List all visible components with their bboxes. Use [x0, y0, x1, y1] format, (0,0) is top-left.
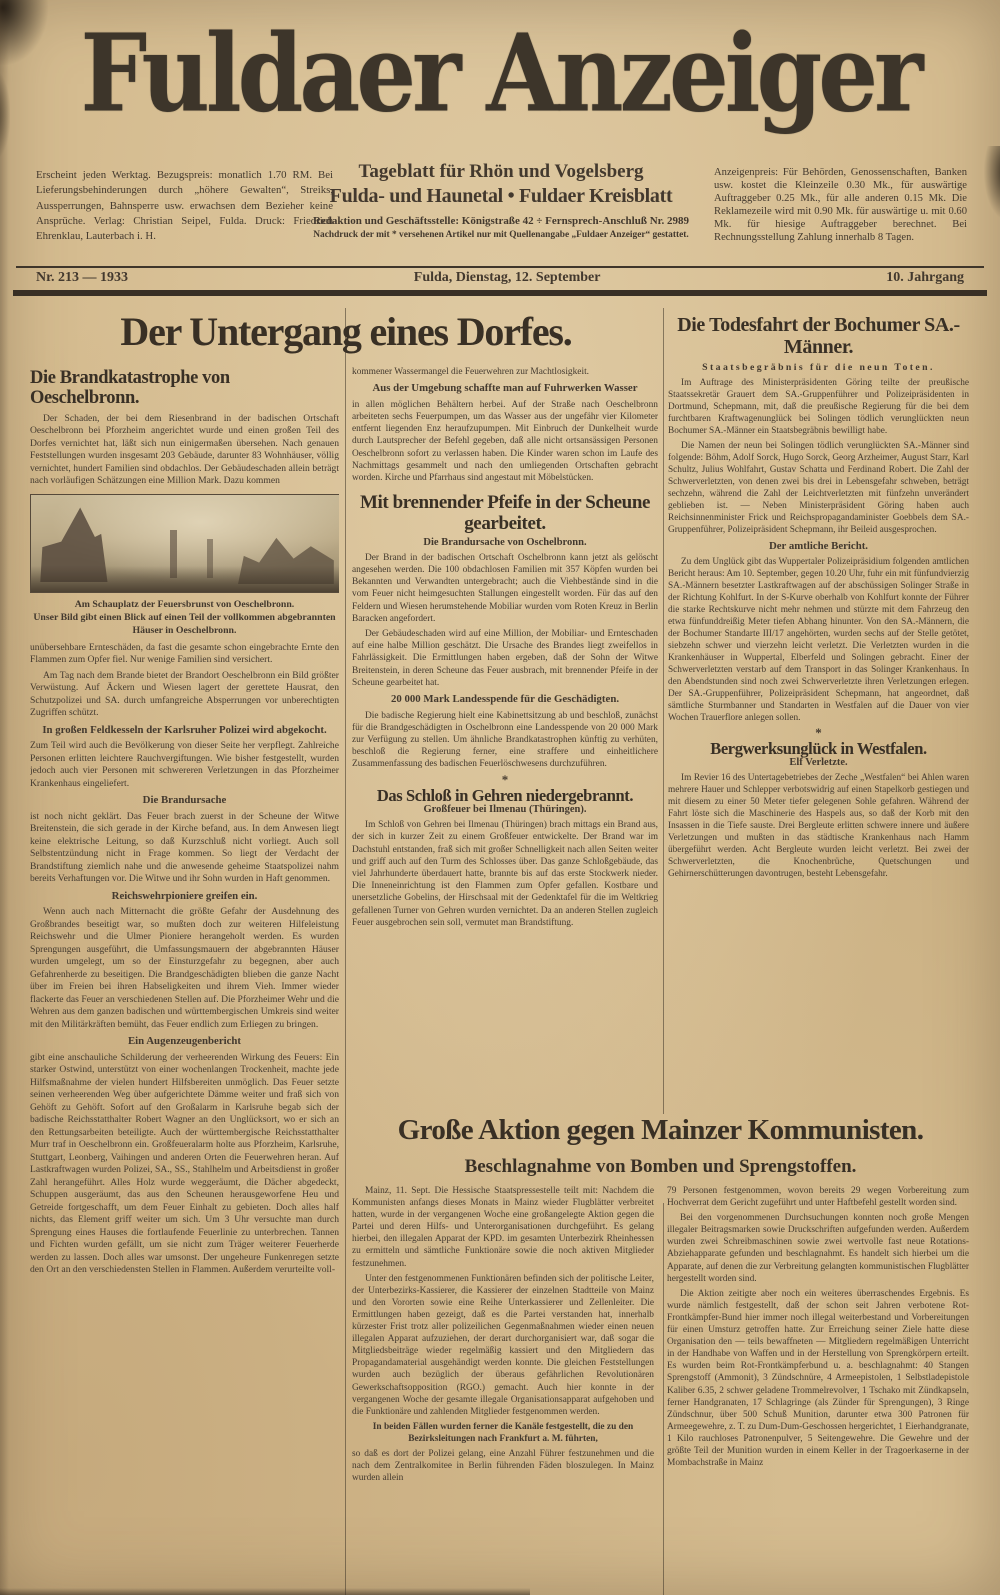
photo-rubble-ground [31, 566, 339, 591]
paragraph: so daß es dort der Polizei gelang, eine Anzahl Führer festzunehmen und die nach dem Zentralkomitee in Berlin führenden Fäden bloszulegen. In Mainz wurden allein [352, 1448, 654, 1484]
photo-caption [30, 598, 339, 637]
paragraph: Der Gebäudeschaden wird auf eine Million, der Mobiliar- und Ernteschaden auf eine halbe Million geschätzt. Die Ursache des Brandes liegt zweifellos in Fahrlässigkeit. Die Ermittlungen haben ergeben, daß der Sohn der Witwe Breitenstein, in deren Scheune das Feuer ausbrach, mit brennender Pfeife in der Scheune gearbeitet hat. [352, 629, 658, 688]
mainzer-column-left [352, 1185, 654, 1487]
paragraph: Am Tag nach dem Brande bietet der Brandort Oeschelbronn ein Bild größter Verwüstung. Auf Äckern und Wiesen lagert der gerettete Hausrat, den Schutzpolizei und SA. durch umfangreiche Absperrungen vor unberechtigten Zugriffen schützt. [30, 669, 339, 719]
article-kicker-bergwerk: Elf Verletzte. [789, 757, 848, 769]
paragraph: Im Schloß von Gehren bei Ilmenau (Thüringen) brach mittags ein Brand aus, der sich in kurzer Zeit zu einem Großfeuer entwickelte. Der Brand war im Dachstuhl entstanden, fraß sich mit großer Schnelligkeit nach allen Seiten weiter und griff auch auf den Turm des Schlosses über. Das ganze Schloßgebäude, das viel Jahrhunderte überdauert hatte, brannte bis auf das erste Stockwerk nieder. Die Inneneinrichtung ist den Flammen zum Opfer gefallen. Kostbare und unersetzliche Gobelins, der Hirschsaal mit der Gedenktafel für die im Weltkrieg gefallenen Turner von Gehren wurden vernichtet. Da an anderen Stellen zugleich Feuer ausgebrochen sein soll, vermutet man Brandstiftung. [352, 820, 658, 928]
asterisk-separator: * [501, 771, 509, 787]
article-headline-gehren: Das Schloß in Gehren niedergebrannt. [376, 785, 634, 805]
ad-price-notice: Anzeigenpreis: Für Behörden, Genossenschaften, Banken usw. kostet die Kleinzeile 0.30 Mk., für auswärtige Auftraggeber 0.25 Mk., für alle anderen 0.15 Mk. Die Reklamezeile wird mit 0.90 Mk. für auswärtige u. mit 0.60 Mk. für hiesige Auftraggeber berechnet. Bei Rechnungsstellung Zahlung innerhalb 8 Tagen. [714, 167, 967, 244]
header-rule-thick [13, 290, 987, 296]
crosshead-augenzeuge: Ein Augenzeugenbericht [127, 1035, 242, 1048]
subtitle-line-2: Fulda- und Haunetal • Fuldaer Kreisblatt [329, 184, 673, 207]
header-rule-thin [16, 266, 984, 268]
lead-headline: Der Untergang eines Dorfes. [120, 309, 572, 354]
paragraph: 79 Personen festgenommen, wovon bereits 29 wegen Vorbereitung zum Hochverrat dem Gericht zugeführt und unter Haftbefehl gestellt worden sind. [667, 1186, 969, 1209]
crosshead-umgebung: Aus der Umgebung schaffte man auf Fuhrwerken Wasser [372, 382, 638, 395]
article-headline-pfeife: Mit brennender Pfeife in der Scheune gearbeitet. [359, 492, 651, 535]
column-rule-1 [345, 308, 346, 1595]
crosshead-spende: 20 000 Mark Landesspende für die Geschädigten. [390, 693, 620, 706]
volume-label: 10. Jahrgang [886, 270, 964, 285]
paragraph: Im Revier 16 des Untertagebetriebes der Zeche „Westfalen“ bei Ahlen waren mehrere Hauer und Schlepper verbotswidrig auf einen Stapelkorb gestiegen und mit diesem zu einer 50 Meter tiefer gelegenen Sohle gefahren. Während der Fahrt löste sich die Maschinerie des Haspels aus, so daß der Korb mit den Insassen in die Tiefe sauste. Drei Bergleute erlitten schwere innere und äußere Verletzungen und mußten in das städtische Krankenhaus nach Hamm übergeführt werden. Acht Bergleute wurden leicht verletzt. Bei zwei der Schwerverletzten, die Knochenbrüche, Quetschungen und Gehirnerschütterungen davontrugen, besteht Lebensgefahr. [668, 773, 969, 880]
crosshead-brandursache: Die Brandursache [142, 794, 227, 807]
lead-subhead: Die Brandkatastrophe von Oeschelbronn. [30, 368, 230, 409]
office-address-line: Redaktion und Geschäftsstelle: Königstraße 42 ÷ Fernsprech-Anschluß Nr. 2989 [312, 214, 690, 227]
article-headline-mainzer: Große Aktion gegen Mainzer Kommunisten. [397, 1114, 924, 1146]
photo-caption-line: Unser Bild gibt einen Blick auf einen Teil der vollkommen abgebrannten Häuser in Oeschelbronn. [33, 611, 336, 636]
article-subhead-mainzer: Beschlagnahme von Bomben und Sprengstoffen. [464, 1156, 857, 1177]
subtitle-line-1: Tageblatt für Rhön und Vogelsberg [358, 161, 644, 182]
paragraph: Wenn auch nach Mitternacht die größte Gefahr der Ausdehnung des Großbrandes beseitigt war, so mußten doch zur weiteren Hilfeleistung Reichswehr und die Ulmer Pioniere herangeholt werden. Es wurden Sprengungen ausgeführt, die Umfassungsmauern der abgebrannten Häuser wurden umgelegt, um so der Einsturzgefahr zu begegnen, aber auch Gefahrenherde zu beseitigen. Die Brandgeschädigten blieben die ganze Nacht über im Freien bei ihren Habseligkeiten und ihrem Vieh. Immer wieder flackerte das Feuer an verschiedenen Stellen auf. Die Pforzheimer Wehr und die Wehren aus dem ganzen badischen und württembergischen Umkreis sind weiter mit den Militärkräften bemüht, das Feuer endlich zum Erliegen zu bringen. [30, 906, 339, 1030]
paragraph: Die badische Regierung hielt eine Kabinettsitzung ab und beschloß, zunächst für die Brandgeschädigten in Oschelbronn eine Landesspende von 20 000 Mark zur Verfügung zu stellen. Um ähnliche Brandkatastrophen künftig zu verhüten, beschloß die Regierung ferner, eine straffere und einheitlichere Zusammenfassung des badischen Feuerlöschwesens durchzuführen. [352, 710, 658, 770]
publication-center-block [290, 161, 712, 240]
bold-paragraph: In beiden Fällen wurden ferner die Kanäle festgestellt, die zu den Bezirksleitungen nach Frankfurt a. M. führten, [372, 1421, 634, 1444]
scan-artifact-right [984, 146, 1000, 220]
article-headline-bergwerk: Bergwerksunglück in Westfalen. [710, 739, 927, 759]
paragraph: Unter den festgenommenen Funktionären befinden sich der politische Leiter, der Unterbezirks-Kassierer, die Kassierer der einzelnen Stadtteile von Mainz und den Vororten sowie eine Reihe Unterkassierer und Zellenleiter. Die Ermittlungen haben gezeigt, daß es die Partei verstanden hat, innerhalb kürzester Frist trotz aller polizeilichen Gegenmaßnahmen wieder einen neuen illegalen Apparat aufzuziehen, der derart durchorganisiert war, daß sogar die Mitgliedsbeiträge wieder regelmäßig kassiert und den Mitgliedern das Propagandamaterial ausgehändigt werden konnte. Die gleichen Feststellungen wurden auch bezüglich der überaus gefährlichen Revolutionären Gewerkschaftsopposition (RGO.) gemacht. Auch hier konnte in der vergangenen Woche der gesamte illegale Organisationsapparat aufgehoben und die Funktionäre und zahlenden Mitglieder festgenommen werden. [352, 1273, 654, 1417]
crosshead-amtlicher-bericht: Der amtliche Bericht. [768, 539, 869, 552]
masthead-title: Fuldaer Anzeiger [80, 11, 920, 137]
scan-shadow-left [0, 0, 9, 1595]
reprint-notice: Nachdruck der mit * versehenen Artikel nur mit Quellenangabe „Fuldaer Anzeiger“ gestattet. [313, 229, 689, 240]
paragraph: Die Aktion zeitigte aber noch ein weiteres überraschendes Ergebnis. Es wurde nämlich festgestellt, daß der schon seit Jahren verbotene Rot-Frontkämpfer-Bund hier immer noch illegal weiterbestand und Vorbereitungen für einen Umsturz getroffen hatte. Zur Erreichung seiner Ziele hatte diese Organisation den — teils bewaffneten — Mitgliedern regelmäßigen Unterricht in der Handhabe von Waffen und in der Herstellung von Sprengkörpern erteilt. Es wurden beim Rot-Frontkämpferbund u. a. beschlagnahmt: 40 Stangen Sprengstoff (Ammonit), 3 Zündschnüre, 4 Armeepistolen, 1 Selbstladepistole Kaliber 6.35, 2 schwer geladene Trommelrevolver, 1 Tschako mit Zündkapseln, ferner Handgranaten, 17 Schlagringe (als Zünder für Sprengungen), 3 Ringe Zündschnur, über 500 Schuß Munition, darunter etwa 300 Patronen für Armeegewehre, z. T. zu Dum-Dum-Geschossen hergerichtet, 1 Eierhandgranate, 1 Kilo rauchloses Patronenpulver, 5 Seitengewehre. Die Gewehre und der größte Teil der Munition wurden in einem Keller in der Tragoerkaserne in der Mombachstraße in Mainz [667, 1288, 969, 1469]
paragraph: Im Auftrage des Ministerpräsidenten Göring teilte der preußische Staatssekretär Grauert dem SA.-Gruppenführer und Polizeipräsidenten in Dortmund, Schepmann, mit, daß die preußische Regierung für die bei dem furchtbaren Kraftwagenunglück bei Solingen tödlich verunglückten neun Bochumer SA.-Männer ein Staatsbegräbnis bewilligt habe. [668, 377, 969, 436]
mainzer-column-right [667, 1185, 969, 1487]
asterisk-separator: * [815, 725, 822, 741]
paragraph: kommener Wassermangel die Feuerwehren zur Machtlosigkeit. [352, 367, 590, 377]
paragraph: unübersehbare Ernteschäden, da fast die gesamte schon eingebrachte Ernte den Flammen zum Opfer fiel. Nur wenige Familien sind versichert. [30, 641, 339, 666]
article-kicker-pfeife: Die Brandursache von Oschelbronn. [423, 536, 587, 548]
column-middle-upper [352, 366, 658, 1116]
paragraph: Zu dem Unglück gibt das Wuppertaler Polizeipräsidium folgenden amtlichen Bericht heraus: Am 10. September, gegen 10.20 Uhr, fuhr ein mit fünfundvierzig SA.-Männern besetzter Lastkraftwagen auf der abschüssigen Solinger Straße in der Richtung Kohlfurt. In der S-Kurve oberhalb von Kohlfurt konnte der Führer die starke Rechtskurve nicht mehr nehmen und stürzte mit dem Fahrzeug den etwa fünfunddreißig Meter tiefen Abhang hinunter. Von den SA.-Männern, die der Bochumer Standarte III/17 angehörten, wurden sechs auf der Stelle getötet, siebzehn schwer und vierzehn leicht verletzt. Die Verletzten wurden in die Krankenhäuser in Wuppertal, Elberfeld und Solingen gebracht. Einer der Schwerverletzten verstarb auf dem Transport in das Solinger Krankenhaus. In den Abendstunden sind noch zwei Schwerverletzte ihren Verletzungen erlegen. Der SA.-Gruppenführer, Polizeipräsident Schepmann, hat angeordnet, daß sämtliche Sturmbanner und Standarten in Westfalen auf die Dauer von vier Wochen Trauerflore anlegen sollen. [668, 557, 969, 724]
mainzer-columns [352, 1185, 969, 1487]
publication-notice-left: Erscheint jeden Werktag. Bezugspreis: monatlich 1.70 RM. Bei Lieferungsbehinderungen durch „höhere Gewalten“, Streiks, Aussperrungen, Bahnsperre usw. erwachsen dem Bezieher keine Ansprüche. Verlag: Christian Seipel, Fulda. Druck: Friedrich Ehrenklau, Lauterbach i. H. [36, 169, 333, 243]
column-right-upper [668, 314, 969, 1114]
column-left [30, 368, 339, 1595]
issue-row [36, 270, 964, 286]
fire-scene-photo [30, 494, 339, 593]
crosshead-reichswehr: Reichswehrpioniere greifen ein. [111, 889, 258, 902]
paragraph: Mainz, 11. Sept. Die Hessische Staatspressestelle teilt mit: Nachdem die Kommunisten anfangs dieses Monats in Mainz wieder Flugblätter verbreitet hatten, wurde in der vergangenen Woche eine großangelegte Aktion gegen die Partei und deren Hilfs- und Unterorganisationen durchgeführt. Es gelang hierbei, den illegalen Apparat der KPD. im gesamten Unterbezirk Rheinhessen zu ermitteln und sämtliche Funktionäre sowie die noch aktiven Mitglieder festzunehmen. [352, 1186, 654, 1269]
paragraph: Zum Teil wird auch die Bevölkerung von dieser Seite her verpflegt. Zahlreiche Personen erlitten leichtere Rauchvergiftungen. Wie bisher festgestellt, wurden jedoch auch vier Personen mit schwereren Verletzungen in das Pforzheimer Krankenhaus eingeliefert. [30, 740, 339, 789]
column-rule-2-upper [663, 308, 664, 1114]
article-kicker-gehren: Großfeuer bei Ilmenau (Thüringen). [423, 803, 587, 815]
paragraph: in allen möglichen Behältern herbei. Auf der Straße nach Oeschelbronn arbeiteten sechs Feuerpumpen, um das Wasser aus der ungefähr vier Kilometer entfernt liegenden Enz heraufzupumpen. Mit Einbruch der Dunkelheit wurde durch Lautsprecher der Befehl gegeben, daß alle nicht ortsansässigen Personen Oeschelbronn sofort zu verlassen haben. Die Kinder waren schon im Laufe des Nachmittags gesammelt und nach den umliegenden Ortschaften gebracht worden. Kirche und Pfarrhaus sind angestaut mit Möbelstücken. [352, 399, 658, 483]
article-headline-todesfahrt: Die Todesfahrt der Bochumer SA.-Männer. [677, 314, 960, 359]
dateline: Fulda, Dienstag, 12. September [413, 270, 601, 285]
paragraph: Der Brand in der badischen Ortschaft Oschelbronn kann jetzt als gelöscht angesehen werden. Die 100 obdachlosen Familien mit 357 Köpfen wurden bei Bekannten und Verwandten untergebracht; auch die Viehbestände sind in die vom Feuer nicht heimgesuchten Stallungen eingestellt worden. Für das auf den Feldern und Wiesen herumstehende Mobiliar wurden vom Roten Kreuz in Berlin Baracken angefordert. [352, 552, 658, 624]
paragraph: Die Namen der neun bei Solingen tödlich verunglückten SA.-Männer sind folgende: Böhm, Adolf Sorck, Hugo Sorck, Georg Arzheimer, August Starr, Karl Schultz, Julius Wohlfahrt, Gustav Schatta und Ferdinand Robert. Die Zahl der Schwerverletzten, von denen zwei bis drei in Lebensgefahr schweben, beträgt sechzehn, während die Zahl der Leichtverletzten mit fünfzehn unverändert geblieben ist. — Neben Ministerpräsident Göring haben auch Reichsinnenminister Frick und Reichspropagandaminister Goebbels dem SA.-Gruppenführer, Polizeipräsident Schepmann, ihr Beileid ausgesprochen. [668, 440, 969, 535]
paragraph: ist noch nicht geklärt. Das Feuer brach zuerst in der Scheune der Witwe Breitenstein, die sich gerade in der Kirche befand, aus. In dem Anwesen liegt keine elektrische Leitung, so daß Kurzschluß nicht vorliegt. Auch soll Selbstentzündung nicht in Frage kommen. So liegt der Verdacht der Brandstiftung ziemlich nahe und die anwesende geheime Staatspolizei nahm bereits Verhaftungen vor. Die Witwe und ihr Sohn wurden in Haft genommen. [30, 810, 339, 885]
paragraph: Bei den vorgenommenen Durchsuchungen konnten noch große Mengen illegaler Beitragsmarken sowie Druckschriften aufgefunden werden. Außerdem wurden zwei Schreibmaschinen sowie zwei wertvolle fast neue Rotations-Abziehapparate gefunden und beschlagnahmt. Es handelt sich hierbei um die Apparate, auf denen die zur Verbreitung gelangten kommunistischen Flugblätter hergestellt worden sind. [667, 1213, 969, 1284]
photo-caption-line: Am Schauplatz der Feuersbrunst von Oeschelbronn. [74, 598, 295, 610]
issue-number: Nr. 213 — 1933 [36, 270, 129, 285]
paragraph: Der Schaden, der bei dem Riesenbrand in der badischen Ortschaft Oeschelbronn bei Pforzheim angerichtet wurde und einen großen Teil des Dorfes vernichtet hat, läßt sich nun einigermaßen übersehen. Nach genauen Feststellungen wurden insgesamt 203 Gebäude, darunter 83 Wohnhäuser, völlig vernichtet, hundert Familien sind obdachlos. Der Gebäudeschaden allein beträgt nach vorläufigen Schätzungen eine Million Mark. Dazu kommen [30, 412, 339, 487]
crosshead-feldkessel: In großen Feldkesseln der Karlsruher Polizei wird abgekocht. [42, 723, 327, 736]
article-kicker-todesfahrt: Staatsbegräbnis für die neun Toten. [702, 361, 935, 373]
mainzer-article-section [352, 1114, 969, 1595]
paragraph: gibt eine anschauliche Schilderung der verheerenden Wirkung des Feuers: Ein starker Ostwind, unterstützt von einer wochenlangen Trockenheit, machte jede Hilfsmaßnahme der vielen hundert Hilfsbereiten unmöglich. Das Feuer setzte seinen verheerenden Weg über aufgerichtete Dämme weiter und fraß sich von Gehöft zu Gehöft. Sofort auf den Großalarm in Karlsruhe begab sich der badische Reichsstatthalter Robert Wagner an den Unglücksort, wo er sich an den Rettungsarbeiten beteiligte. Auch der württembergische Reichsstatthalter Murr traf in Oeschelbronn ein. Großfeueralarm holte aus Pforzheim, Karlsruhe, Stuttgart, Leonberg, Vaihingen und anderen Orten die Feuerwehren heran. Auf Lastkraftwagen wurden Polizei, SA., SS., Stahlhelm und Arbeitsdienst in großer Zahl herangeführt. Alles Holz wurde weggeräumt, die Dächer abgedeckt, Schuppen ausgeräumt, das aus den Scheunen herausgeworfene Heu und Getreide fortgeschafft, um dem Feuer Einhalt zu gebieten. Doch alles half nichts, das Element griff weiter um sich. Um 3 Uhr versuchte man durch Sprengung eines Hauses die fortlaufende Feuerlinie zu unterbrechen. Tannen und Fichten wurden gefällt, um sie nicht zum Träger weiterer Feuerherde werden zu lassen. Doch alles war umsonst. Der ungeheure Funkenregen setzte den Ort an den verschiedensten Stellen in Flammen. Außerdem verurteilte voll- [30, 1051, 339, 1276]
